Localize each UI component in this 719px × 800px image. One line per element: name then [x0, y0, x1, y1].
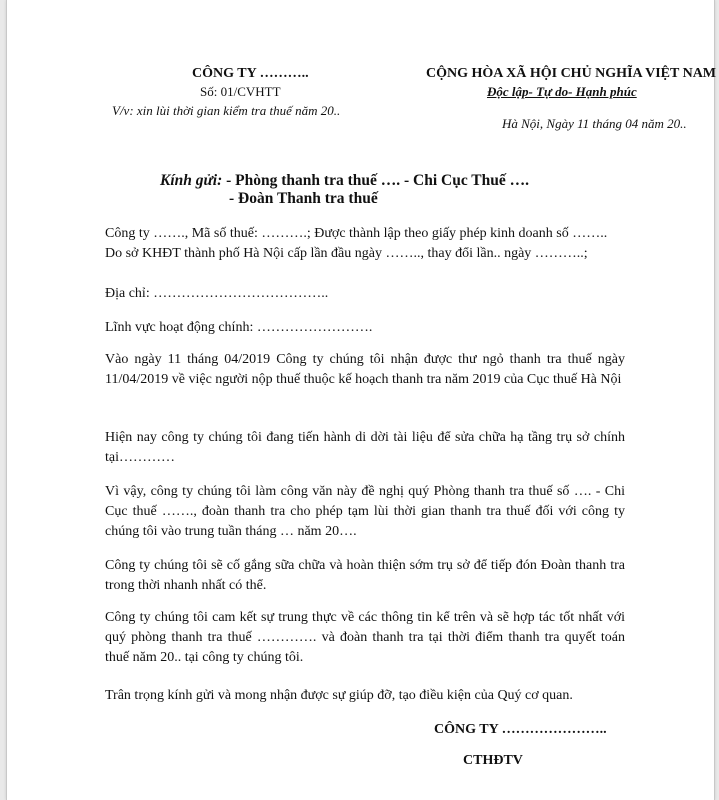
national-motto: Độc lập- Tự do- Hạnh phúc: [487, 84, 637, 99]
recipient-line-1: [160, 172, 529, 190]
recipient-line-2: - Đoàn Thanh tra thuế: [229, 190, 378, 207]
company-info-line-1: Công ty ……., Mã số thuế: ……….; Được thành lập theo giấy phép kinh doanh số ……..: [105, 226, 608, 241]
company-name: CÔNG TY ………..: [192, 66, 309, 81]
republic-title: CỘNG HÒA XÃ HỘI CHỦ NGHĨA VIỆT NAM: [426, 66, 717, 81]
recipient-offices: - Phòng thanh tra thuế …. - Chi Cục Thuế ….: [222, 172, 530, 189]
document-number: Số: 01/CVHTT: [200, 84, 281, 99]
paragraph-cooperation: Công ty chúng tôi cam kết sự trung thực về các thông tin kể trên và sẽ hợp tác tốt nhất với quý phòng thanh tra thuế …………. và đoàn thanh tra tại thời điểm thanh tra quyết toán thuế năm 20.. tại công ty chúng tôi.: [105, 610, 625, 665]
company-info-block: [105, 224, 625, 264]
paragraph-letter-received: Vào ngày 11 tháng 04/2019 Công ty chúng tôi nhận được thư ngỏ thanh tra thuế ngày 11/04/2019 về việc người nộp thuế thuộc kế hoạch thanh tra năm 2019 của Cục thuế Hà Nội: [105, 352, 625, 387]
paragraph-commitment-repair: Công ty chúng tôi sẽ cố gắng sữa chữa và hoàn thiện sớm trụ sở để tiếp đón Đoàn thanh tra trong thời nhanh nhất có thể.: [105, 558, 625, 593]
signature-title: CTHĐTV: [463, 753, 523, 768]
recipient-label: Kính gửi:: [160, 172, 223, 189]
paragraph-relocation: Hiện nay công ty chúng tôi đang tiến hành di dời tài liệu để sửa chữa hạ tầng trụ sở chính tại…………: [105, 430, 625, 465]
document-subject: V/v: xin lùi thời gian kiểm tra thuế năm 20..: [112, 103, 341, 118]
address-line: Địa chỉ: ………………………………..: [105, 286, 329, 301]
paragraph-closing: Trân trọng kính gửi và mong nhận được sự giúp đỡ, tạo điều kiện của Quý cơ quan.: [105, 688, 573, 703]
paragraph-request: Vì vậy, công ty chúng tôi làm công văn này đề nghị quý Phòng thanh tra thuế số …. - Chi Cục thuế ……., đoàn thanh tra cho phép tạm lùi thời gian thanh tra thuế đối với công ty chúng tôi vào trung tuần tháng … năm 20….: [105, 484, 625, 539]
company-info-line-2: Do sở KHĐT thành phố Hà Nội cấp lần đầu ngày …….., thay đổi lần.. ngày ………..;: [105, 246, 588, 261]
place-and-date: Hà Nội, Ngày 11 tháng 04 năm 20..: [502, 116, 687, 131]
business-field-line: Lĩnh vực hoạt động chính: …………………….: [105, 320, 373, 335]
signature-company: CÔNG TY …………………..: [434, 722, 607, 737]
document-page: [6, 0, 715, 800]
